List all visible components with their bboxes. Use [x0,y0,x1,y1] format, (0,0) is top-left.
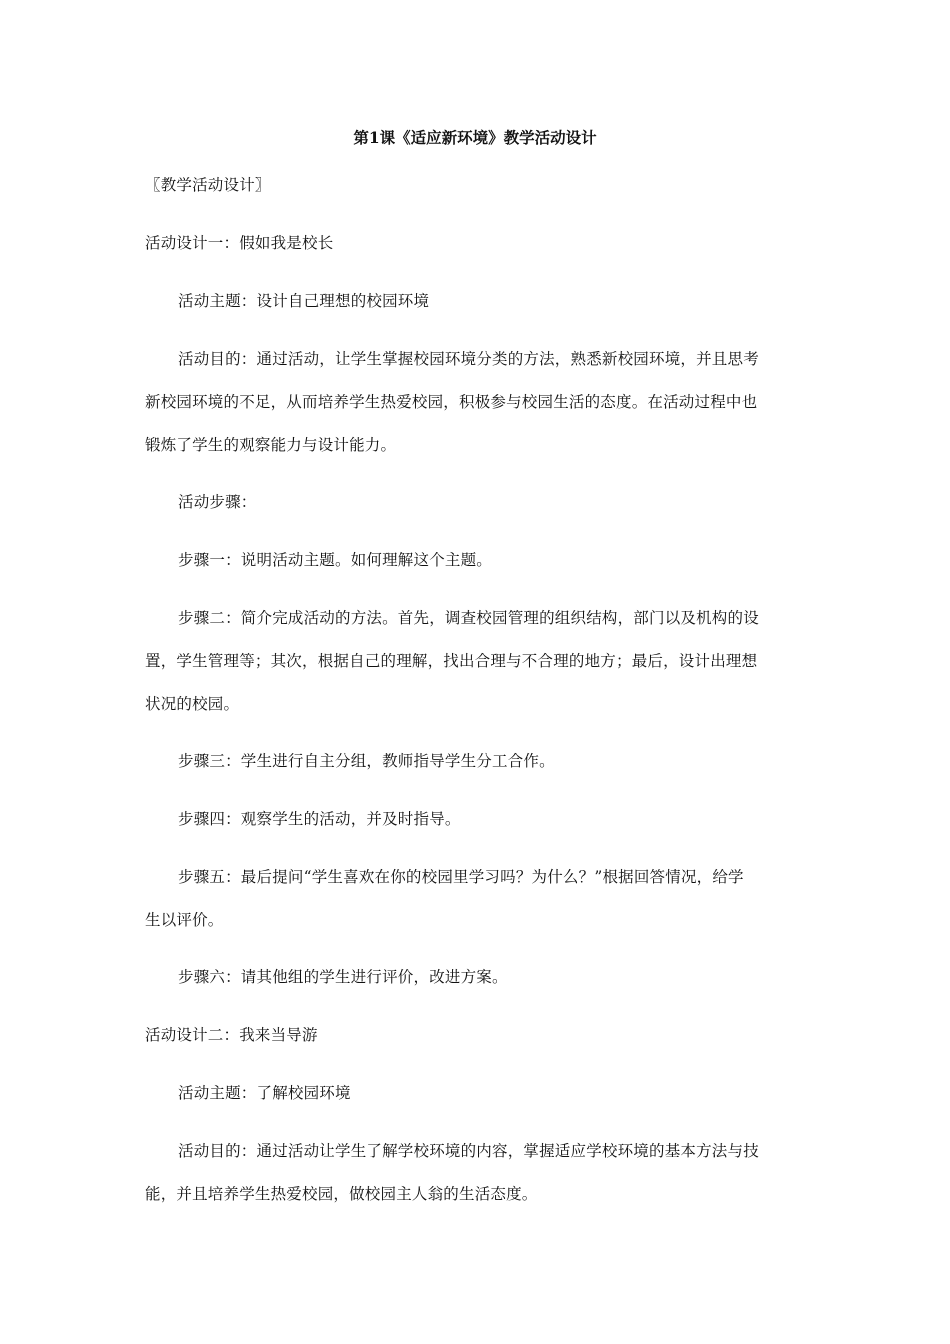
step-five-line-2: 生以评价。 [145,911,224,929]
step-two-line-3: 状况的校园。 [145,695,240,713]
activity-one-purpose-line-3: 锻炼了学生的观察能力与设计能力。 [145,436,397,454]
step-four: 步骤四：观察学生的活动，并及时指导。 [178,810,461,828]
step-two-line-1: 步骤二：简介完成活动的方法。首先，调查校园管理的组织结构，部门以及机构的设 [178,609,759,627]
step-six: 步骤六：请其他组的学生进行评价，改进方案。 [178,968,508,986]
activity-two-purpose-line-1: 活动目的：通过活动让学生了解学校环境的内容，掌握适应学校环境的基本方法与技 [178,1142,759,1160]
document-title: 第1课《适应新环境》教学活动设计 [353,128,597,147]
step-one: 步骤一：说明活动主题。如何理解这个主题。 [178,551,493,569]
activity-two-purpose-line-2: 能，并且培养学生热爱校园，做校园主人翁的生活态度。 [145,1185,538,1203]
activity-one-heading: 活动设计一：假如我是校长 [145,234,334,252]
activity-steps-label: 活动步骤： [178,493,257,511]
activity-two-heading: 活动设计二：我来当导游 [145,1026,318,1044]
activity-one-purpose-line-2: 新校园环境的不足，从而培养学生热爱校园，积极参与校园生活的态度。在活动过程中也 [145,393,758,411]
step-two-line-2: 置，学生管理等；其次，根据自己的理解，找出合理与不合理的地方；最后，设计出理想 [145,652,758,670]
step-five-line-1: 步骤五：最后提问“学生喜欢在你的校园里学习吗？为什么？”根据回答情况，给学 [178,868,744,886]
activity-one-theme: 活动主题：设计自己理想的校园环境 [178,292,430,310]
activity-one-purpose-line-1: 活动目的：通过活动，让学生掌握校园环境分类的方法，熟悉新校园环境，并且思考 [178,350,759,368]
step-three: 步骤三：学生进行自主分组，教师指导学生分工合作。 [178,752,555,770]
section-heading: 〖教学活动设计〗 [145,176,271,194]
activity-two-theme: 活动主题：了解校园环境 [178,1084,351,1102]
